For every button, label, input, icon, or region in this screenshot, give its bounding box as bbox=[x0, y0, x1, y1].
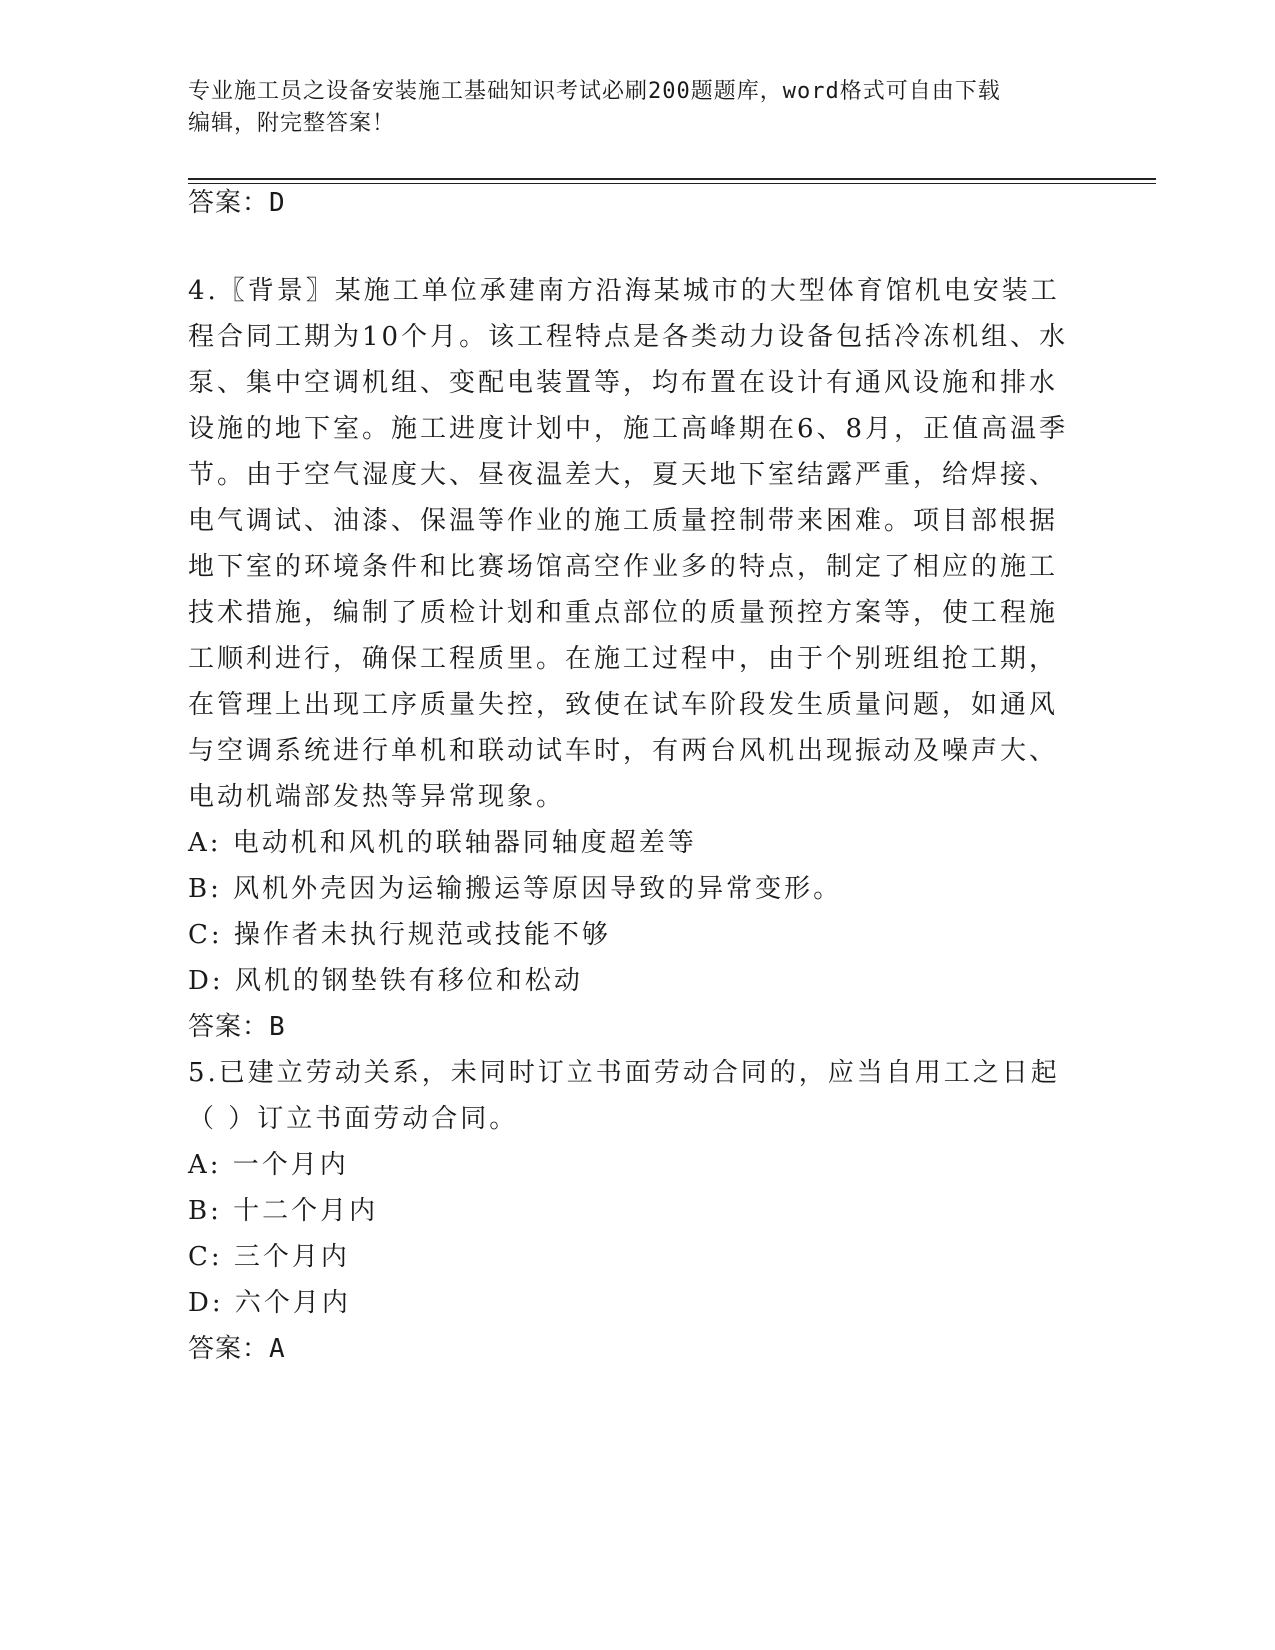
option-c: C: 操作者未执行规范或技能不够 bbox=[188, 920, 611, 950]
question-4-line: 程合同工期为10个月。该工程特点是各类动力设备包括冷冻机组、水 bbox=[188, 322, 1069, 352]
option-b: B: 风机外壳因为运输搬运等原因导致的异常变形。 bbox=[188, 874, 843, 904]
option-d: D: 风机的钢垫铁有移位和松动 bbox=[188, 966, 583, 996]
header-text bbox=[188, 76, 1088, 140]
question-4-line: 在管理上出现工序质量失控，致使在试车阶段发生质量问题，如通风 bbox=[188, 690, 1059, 720]
question-4-line: 电气调试、油漆、保温等作业的施工质量控制带来困难。项目部根据 bbox=[188, 506, 1059, 536]
option-b: B: 十二个月内 bbox=[188, 1196, 379, 1226]
question-4-line: 节。由于空气湿度大、昼夜温差大，夏天地下室结露严重，给焊接、 bbox=[188, 460, 1059, 490]
question-4-line: 技术措施，编制了质检计划和重点部位的质量预控方案等，使工程施 bbox=[188, 598, 1059, 628]
question-4 bbox=[188, 268, 1078, 1050]
answer-4: 答案：B bbox=[188, 1012, 286, 1042]
question-4-line: 与空调系统进行单机和联动试车时，有两台风机出现振动及噪声大、 bbox=[188, 736, 1059, 766]
option-a: A: 一个月内 bbox=[188, 1150, 349, 1180]
question-4-line: 工顺利进行，确保工程质里。在施工过程中，由于个别班组抢工期， bbox=[188, 644, 1059, 674]
question-5-line: （ ）订立书面劳动合同。 bbox=[188, 1104, 519, 1134]
answer-previous: 答案：D bbox=[188, 188, 286, 218]
question-5-line: 5.已建立劳动关系，未同时订立书面劳动合同的，应当自用工之日起 bbox=[188, 1058, 1060, 1088]
question-4-line: 泵、集中空调机组、变配电装置等，均布置在设计有通风设施和排水 bbox=[188, 368, 1059, 398]
option-d: D: 六个月内 bbox=[188, 1288, 351, 1318]
option-a: A: 电动机和风机的联轴器同轴度超差等 bbox=[188, 828, 697, 858]
header-divider-thin bbox=[188, 183, 1156, 184]
question-4-line: 地下室的环境条件和比赛场馆高空作业多的特点，制定了相应的施工 bbox=[188, 552, 1059, 582]
question-5 bbox=[188, 1050, 1078, 1372]
option-c: C: 三个月内 bbox=[188, 1242, 350, 1272]
header-line-1: 专业施工员之设备安装施工基础知识考试必刷200题题库，word格式可自由下载 bbox=[188, 79, 1001, 104]
header-divider-thick bbox=[188, 178, 1156, 180]
question-4-line: 电动机端部发热等异常现象。 bbox=[188, 782, 566, 812]
question-4-line: 4.〖背景〗某施工单位承建南方沿海某城市的大型体育馆机电安装工 bbox=[188, 276, 1060, 306]
answer-5: 答案：A bbox=[188, 1334, 286, 1364]
question-4-line: 设施的地下室。施工进度计划中，施工高峰期在6、8月，正值高温季 bbox=[188, 414, 1069, 444]
header-line-2: 编辑，附完整答案！ bbox=[188, 111, 396, 136]
